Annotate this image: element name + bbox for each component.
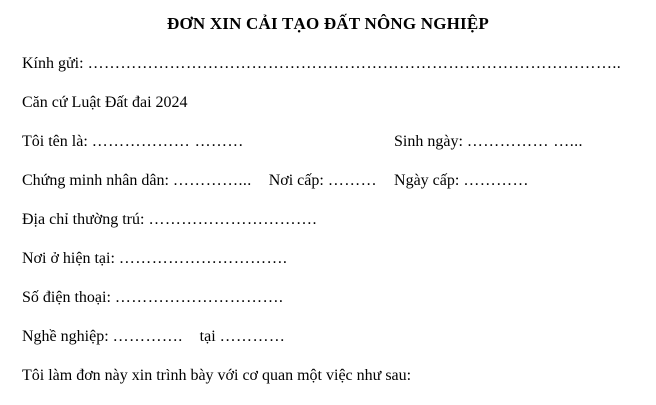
recipient-dots: ……………………………………………………………………………………..: [87, 55, 622, 73]
issue-place-dots: ………: [327, 172, 378, 190]
id-label: Chứng minh nhân dân:: [22, 172, 169, 190]
recipient-line: [22, 54, 634, 74]
issue-place-label: Nơi cấp:: [268, 172, 324, 190]
occupation-label: Nghề nghiệp:: [22, 328, 109, 346]
permanent-address-line: [22, 210, 634, 230]
closing-line: [22, 366, 634, 386]
phone-label: Số điện thoại:: [22, 289, 111, 307]
birthdate-field: [394, 132, 634, 152]
id-card-line: [22, 171, 634, 191]
phone-line: [22, 288, 634, 308]
occupation-dots: ………….: [112, 328, 183, 346]
legal-basis-text: Căn cứ Luật Đất đai 2024: [22, 94, 188, 112]
name-label: Tôi tên là:: [22, 133, 88, 151]
occupation-at-label: tại: [199, 328, 216, 346]
current-address-line: [22, 249, 634, 269]
permanent-address-dots: ………………………….: [148, 211, 317, 229]
legal-basis-line: [22, 93, 634, 113]
page-title: ĐƠN XIN CẢI TẠO ĐẤT NÔNG NGHIỆP: [167, 14, 489, 33]
birthdate-dots: …………… …...: [466, 133, 583, 151]
name-field: [22, 132, 394, 152]
recipient-label: Kính gửi:: [22, 55, 84, 73]
current-address-label: Nơi ở hiện tại:: [22, 250, 115, 268]
issue-date-label: Ngày cấp:: [394, 172, 460, 190]
name-birthdate-row: [22, 132, 634, 152]
name-dots: ……………… ………: [91, 133, 244, 151]
current-address-dots: ………………………….: [118, 250, 288, 268]
occupation-line: [22, 327, 634, 347]
closing-text: Tôi làm đơn này xin trình bày với cơ quan một việc như sau:: [22, 367, 412, 385]
birthdate-label: Sinh ngày:: [394, 133, 463, 151]
occupation-at-dots: …………: [219, 328, 286, 346]
phone-dots: ………………………….: [114, 289, 284, 307]
id-dots: …………...: [172, 172, 252, 190]
issue-date-dots: …………: [463, 172, 529, 190]
permanent-address-label: Địa chỉ thường trú:: [22, 211, 145, 229]
